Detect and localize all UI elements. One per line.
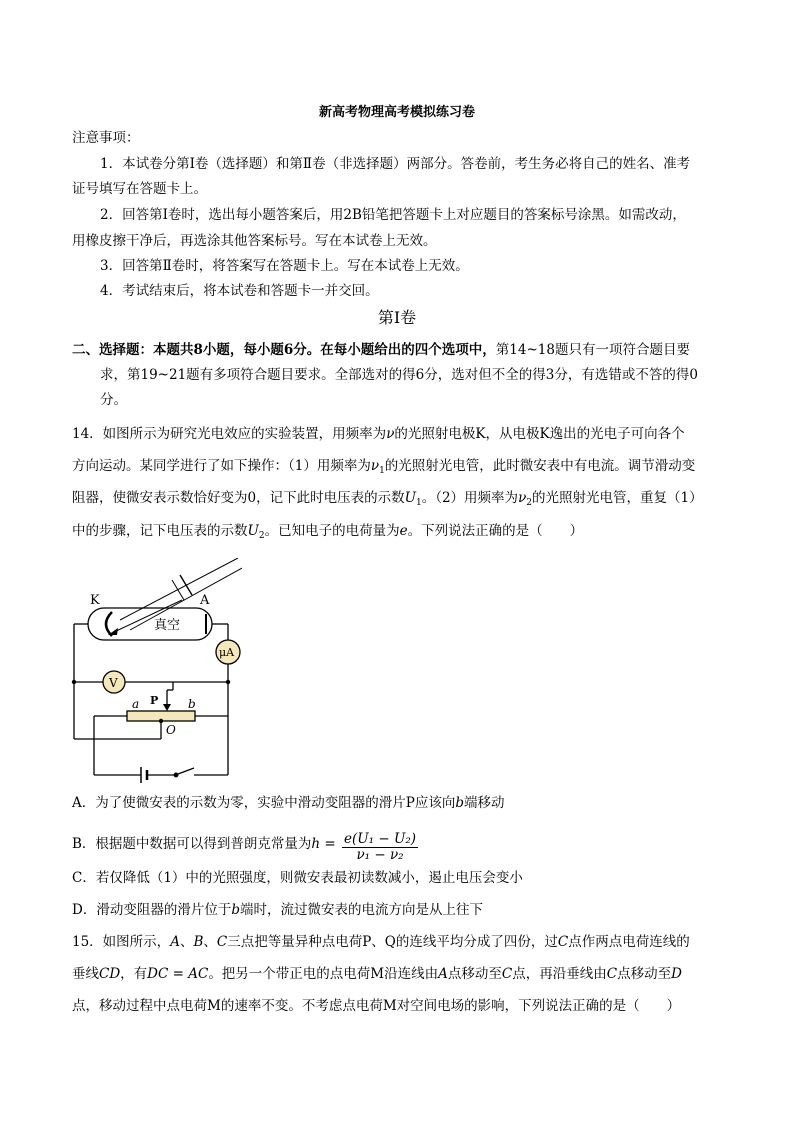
q15-text: 15．如图所示， [72, 934, 171, 950]
q15-text: ，有 [120, 966, 148, 982]
q14-line-3 [72, 489, 703, 512]
option-a-text: A．为了使微安表的示数为零，实验中滑动变阻器的滑片P应该向 [72, 795, 456, 811]
q15-A: A [438, 966, 448, 982]
q14-text: 阻器，使微安表示数恰好变为0，记下此时电压表的示数 [72, 490, 405, 506]
q15-C: C [557, 934, 569, 950]
q14-e: e [399, 523, 408, 539]
q15-eq: = [168, 966, 189, 982]
q14-text: 的光照射电极K，从电极K逸出的光电子可向各个 [394, 426, 685, 442]
fig-label-o: O [166, 723, 176, 737]
q14-text: 。已知电子的电荷量为 [264, 523, 400, 539]
section-heading: 第Ⅰ卷 [377, 308, 417, 327]
q15-line-3: 点，移动过程中点电荷M的速率不变。不考虑点电荷M对空间电场的影响，下列说法正确的是（ ） [72, 998, 681, 1014]
q14-text: 。（2）用频率为 [421, 490, 519, 506]
q14-U1: U [404, 490, 416, 506]
q15-text: 点移动至 [617, 966, 672, 982]
q14-sub: 1 [379, 466, 385, 476]
q14-line-4 [72, 522, 583, 545]
q14-line-1 [72, 425, 685, 443]
note-4: 4．考试结束后，将本试卷和答题卡一并交回。 [100, 283, 379, 299]
fraction-denominator: ν₁ − ν₂ [356, 847, 404, 863]
q15-B: B [193, 934, 204, 950]
option-a-b: b [455, 795, 464, 811]
q14-U2: U [247, 523, 259, 539]
option-c: C．若仅降低（1）中的光照强度，则微安表最初读数减小，遏止电压会变小 [72, 870, 523, 886]
notice-label: 注意事项： [72, 130, 140, 146]
q15-text: 点，再沿垂线由 [512, 966, 607, 982]
fig-label-b-end: b [188, 697, 196, 711]
fig-label-a-end: a [132, 697, 140, 711]
q14-text: 的光照射光电管，此时微安表中有电流。调节滑动变 [384, 458, 696, 474]
fig-label-voltmeter: V [109, 676, 118, 690]
q15-text: 点作两点电荷连线的 [568, 934, 690, 950]
fig-label-vacuum: 真空 [154, 618, 181, 633]
q15-text: 垂线 [72, 966, 99, 982]
note-2-line-2: 用橡皮擦干净后，再选涂其他答案标号。写在本试卷上无效。 [72, 233, 437, 249]
q15-text: 、 [203, 934, 217, 950]
fraction-numerator: e(U₁ − U₂) [344, 831, 417, 847]
q14-sub: 1 [415, 498, 422, 508]
option-d-text: D．滑动变阻器的滑片位于 [72, 902, 232, 918]
section-two-bold: 本题共8小题，每小题6分。在每小题给出的四个选项中， [153, 342, 496, 358]
q15-A: A [170, 934, 180, 950]
q14-nu: ν [386, 426, 395, 442]
q14-sub: 2 [258, 531, 265, 541]
q15-AC: AC [188, 966, 209, 982]
q15-text: 点移动至 [447, 966, 502, 982]
option-d [72, 901, 483, 919]
q15-DC: DC [147, 966, 169, 982]
note-2-line-1: 2．回答第Ⅰ卷时，选出每小题答案后，用2B铅笔把答题卡上对应题目的答案标号涂黑。如需改动， [100, 207, 686, 223]
q15-C: C [501, 966, 513, 982]
q15-text: 、 [179, 934, 194, 950]
q14-line-2 [72, 457, 695, 480]
option-b-text: B．根据题中数据可以得到普朗克常量为 [72, 836, 312, 852]
q14-text: 。下列说法正确的是（ ） [407, 523, 584, 539]
planck-fraction [342, 832, 418, 863]
fig-label-microammeter: μA [219, 646, 235, 659]
q15-C: C [216, 934, 228, 950]
q14-text: 的光照射光电管，重复（1） [532, 490, 703, 506]
q15-line-1 [72, 933, 690, 951]
option-a [72, 794, 505, 812]
option-d-b: b [231, 902, 240, 918]
q15-line-2 [72, 965, 682, 983]
note-3: 3．回答第Ⅱ卷时，将答案写在答题卡上。写在本试卷上无效。 [100, 258, 469, 274]
section-two-rest: 第14~18题只有一项符合题目要 [495, 342, 690, 358]
fig-label-k: K [90, 593, 100, 608]
fig-label-p: P [150, 694, 159, 707]
page-title: 新高考物理高考模拟练习卷 [318, 105, 475, 120]
option-b-eq: = [320, 836, 341, 852]
section-two-line-3: 分。 [100, 392, 127, 408]
fig-label-a: A [200, 593, 210, 608]
q14-nu1: ν [370, 458, 380, 474]
note-1-line-2: 证号填写在答题卡上。 [72, 181, 207, 197]
q15-text: 。把另一个带正电的点电荷M沿连线由 [208, 966, 439, 982]
q15-D: D [671, 966, 682, 982]
section-two-line-2: 求，第19~21题有多项符合题目要求。全部选对的得6分，选对但不全的得3分，有选错或不答的得0 [100, 367, 698, 383]
option-b [72, 832, 418, 863]
q14-sub: 2 [526, 498, 533, 508]
q15-CD: CD [99, 966, 121, 982]
option-d-text: 端时，流过微安表的电流方向是从上往下 [239, 902, 483, 918]
q14-text: 中的步骤，记下电压表的示数 [72, 523, 248, 539]
q14-text: 方向运动。某同学进行了如下操作：（1）用频率为 [72, 458, 371, 474]
q15-text: 三点把等量异种点电荷P、Q的连线平均分成了四份，过 [227, 934, 558, 950]
note-1-line-1: 1．本试卷分第Ⅰ卷（选择题）和第Ⅱ卷（非选择题）两部分。答卷前，考生务必将自己的姓名、准考 [100, 156, 691, 172]
option-a-text: 端移动 [464, 795, 505, 811]
option-b-h: h [311, 836, 321, 852]
q15-C: C [606, 966, 618, 982]
section-two-prefix: 二、选择题： [72, 342, 153, 358]
q14-nu2: ν [518, 490, 527, 506]
photoelectric-circuit-figure [70, 558, 242, 788]
section-two-line-1 [72, 341, 690, 359]
q14-text: 14．如图所示为研究光电效应的实验装置，用频率为 [72, 426, 387, 442]
